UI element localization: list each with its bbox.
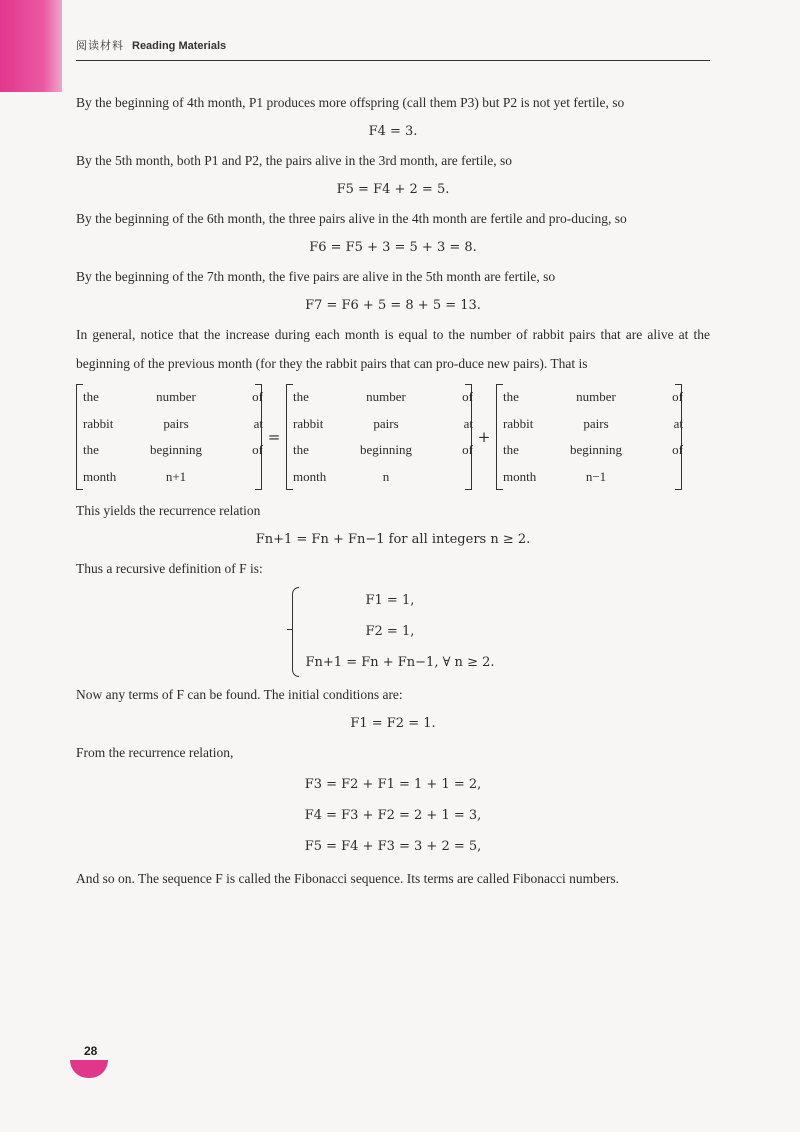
bracket-word: of — [462, 389, 473, 404]
bracket-word: rabbit — [83, 415, 114, 431]
page-body — [76, 88, 710, 893]
page-number: 28 — [84, 1044, 98, 1058]
bracket-word: rabbit — [293, 415, 324, 431]
bracket-word — [427, 464, 473, 491]
bracket-word: month — [293, 468, 327, 484]
definition-line-3: Fn+1 = Fn + Fn−1, ∀ n ≥ 2. — [305, 655, 495, 670]
bracket-word: beginning — [150, 442, 202, 457]
bracket-word: n−1 — [585, 468, 607, 484]
bracket-month-n-plus-1 — [76, 384, 262, 490]
computation-f3: F3 = F2 + F1 = 1 + 1 = 2, — [304, 777, 482, 792]
paragraph-month-4: By the beginning of 4th month, P1 produces more offspring (call them P3) but P2 is not yet fertile, so — [76, 95, 625, 110]
page-number-tab — [70, 1060, 108, 1078]
paragraph-month-5: By the 5th month, both P1 and P2, the pairs alive in the 3rd month, are fertile, so — [76, 153, 513, 168]
computation-f4: F4 = F3 + F2 = 2 + 1 = 3, — [304, 808, 482, 823]
bracket-word: number — [366, 389, 406, 404]
bracket-word: number — [576, 389, 616, 404]
bracket-word: of — [462, 442, 473, 457]
equation-f7: F7 = F6 + 5 = 8 + 5 = 13. — [305, 298, 481, 313]
equation-f4: F4 = 3. — [368, 124, 418, 139]
bracket-word: beginning — [360, 442, 412, 457]
bracket-word: rabbit — [503, 415, 534, 431]
computation-f5: F5 = F4 + F3 = 3 + 2 = 5, — [304, 839, 482, 854]
paragraph-recursive-def: Thus a recursive definition of F is: — [76, 561, 263, 576]
bracket-word: at — [673, 415, 683, 431]
recurrence-computations — [76, 769, 710, 862]
equation-f6: F6 = F5 + 3 = 5 + 3 = 8. — [309, 240, 477, 255]
bracket-word — [217, 464, 263, 491]
paragraph-initial-conditions: Now any terms of F can be found. The initial conditions are: — [76, 687, 403, 702]
bracket-word: of — [672, 389, 683, 404]
bracket-equation — [76, 384, 710, 490]
bracket-word: of — [672, 442, 683, 457]
paragraph-from-recurrence: From the recurrence relation, — [76, 745, 234, 760]
header-rule — [76, 60, 710, 61]
paragraph-month-7: By the beginning of the 7th month, the five pairs are alive in the 5th month are fertile, so — [76, 269, 556, 284]
definition-line-2: F2 = 1, — [365, 624, 415, 639]
running-header — [76, 37, 710, 53]
piecewise-definition — [76, 585, 710, 678]
bracket-word: the — [83, 442, 99, 457]
bracket-word: number — [156, 389, 196, 404]
bracket-word: the — [503, 442, 519, 457]
bracket-word: pairs — [583, 415, 609, 431]
left-brace — [292, 587, 299, 677]
bracket-word: pairs — [163, 415, 189, 431]
section-title-en: Reading Materials — [132, 40, 227, 52]
bracket-month-n — [286, 384, 472, 490]
bracket-word: the — [293, 442, 309, 457]
bracket-word: of — [252, 442, 263, 457]
bracket-word: month — [83, 468, 117, 484]
bracket-word: pairs — [373, 415, 399, 431]
section-title-cn: 阅读材料 — [76, 40, 124, 52]
paragraph-fibonacci: And so on. The sequence F is called the Fibonacci sequence. Its terms are called Fibonacci numbers. — [76, 871, 619, 886]
bracket-month-n-minus-1 — [496, 384, 682, 490]
equation-f5: F5 = F4 + 2 = 5. — [336, 182, 450, 197]
bracket-word: at — [253, 415, 263, 431]
bracket-word: at — [463, 415, 473, 431]
bracket-word: the — [503, 389, 519, 404]
bracket-word — [637, 464, 683, 491]
equals-sign: = — [267, 427, 281, 446]
bracket-word: beginning — [570, 442, 622, 457]
paragraph-general: In general, notice that the increase during each month is equal to the number of rabbit pairs that are alive at the beginning of the previous month (for they the rabbit pairs that can pro-duce new pairs). That is — [76, 327, 710, 371]
equation-initial: F1 = F2 = 1. — [350, 716, 436, 731]
header-color-tab — [0, 0, 62, 92]
equation-recurrence: Fn+1 = Fn + Fn−1 for all integers n ≥ 2. — [255, 532, 531, 547]
bracket-word: the — [293, 389, 309, 404]
bracket-word: of — [252, 389, 263, 404]
bracket-word: n+1 — [165, 468, 187, 484]
bracket-word: n — [382, 468, 390, 484]
plus-sign: + — [477, 427, 491, 446]
definition-line-1: F1 = 1, — [365, 593, 415, 608]
paragraph-month-6: By the beginning of the 6th month, the three pairs alive in the 4th month are fertile and pro-ducing, so — [76, 211, 627, 226]
paragraph-recurrence-intro: This yields the recurrence relation — [76, 503, 261, 518]
bracket-word: the — [83, 389, 99, 404]
bracket-word: month — [503, 468, 537, 484]
